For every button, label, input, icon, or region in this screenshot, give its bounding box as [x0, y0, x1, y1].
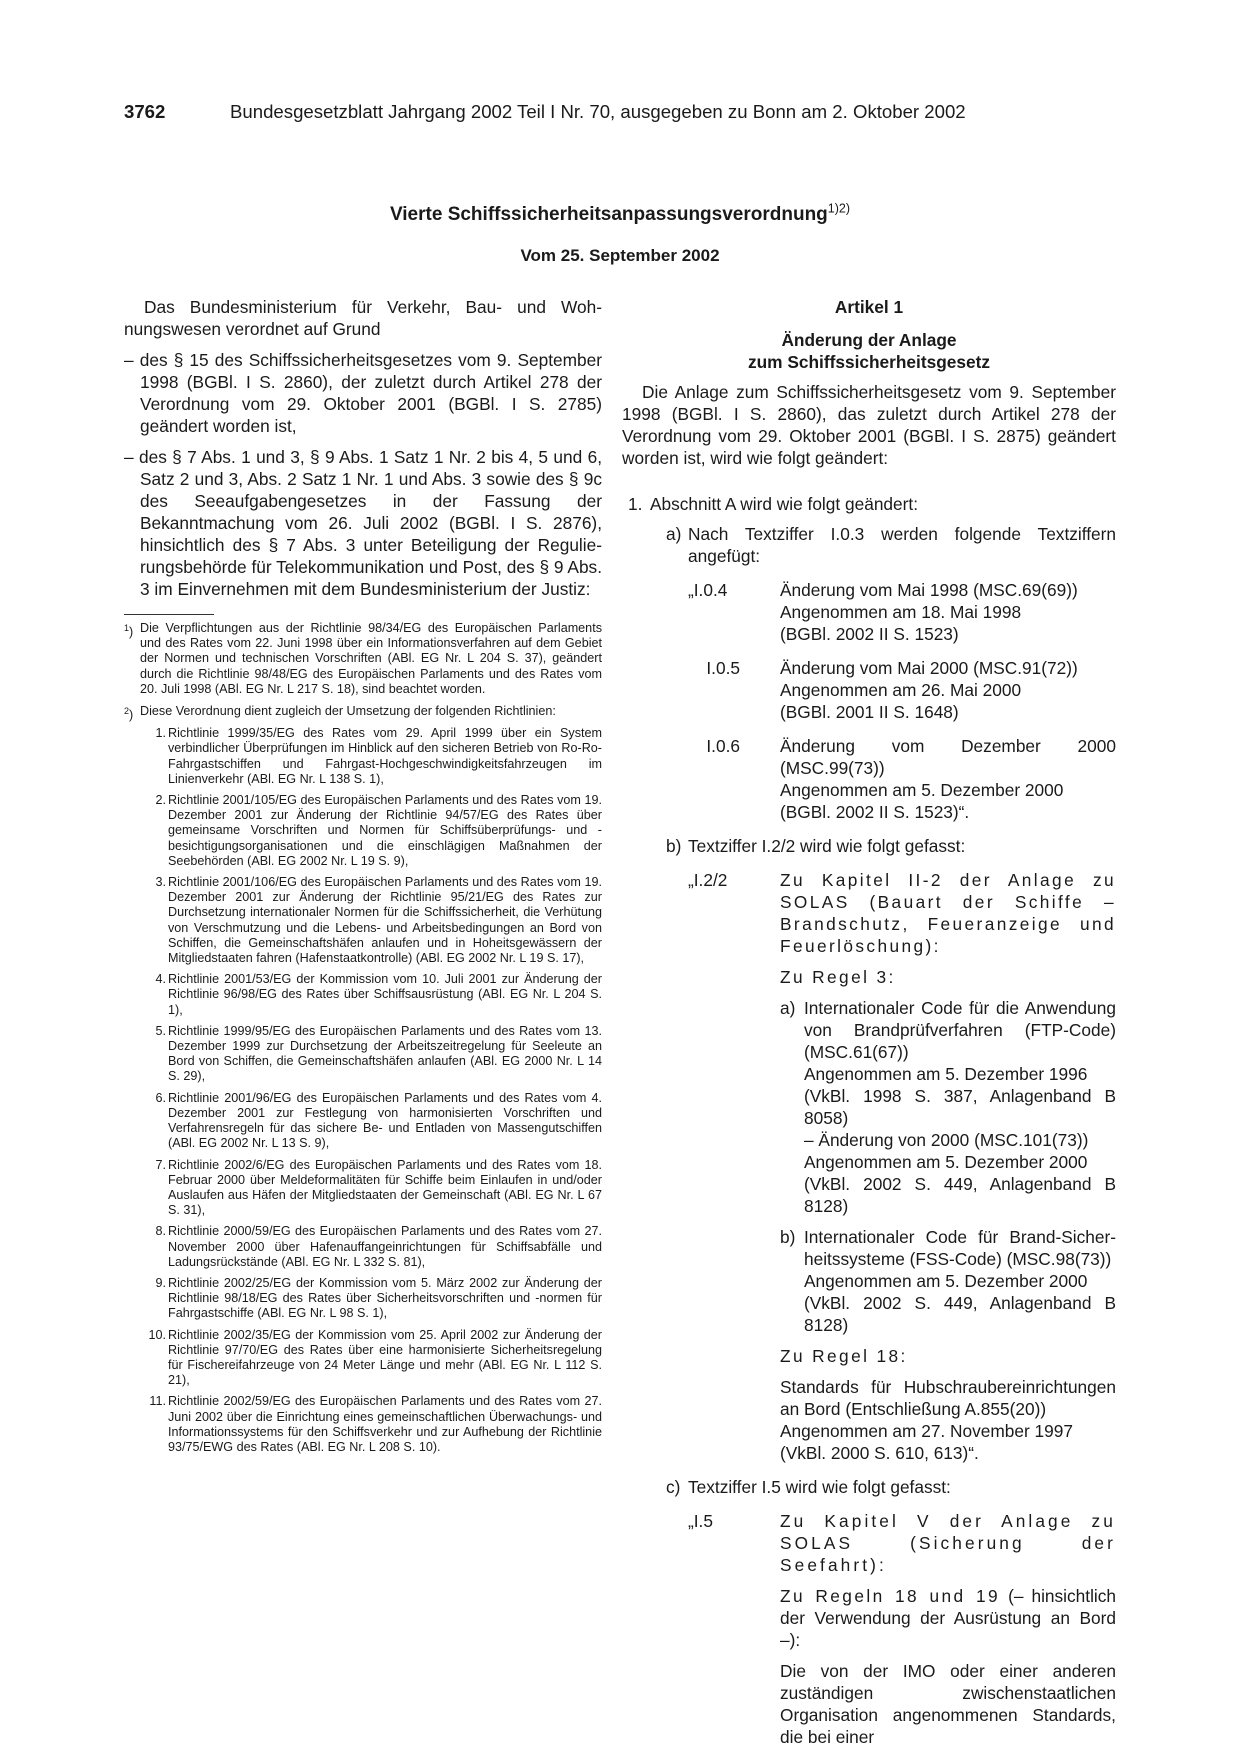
ordinance-date: Vom 25. September 2002 [520, 246, 720, 265]
preamble: Das Bundesministerium für Verkehr, Bau- und Wohnungswesen verordnet auf Grund [124, 297, 602, 339]
amendment-b: b) Textziffer I.2/2 wird wie folgt gefasst: [666, 836, 966, 856]
legal-basis-item: – des § 15 des Schiffssicherheitsgesetzes vom 9. September 1998 (BGBl. I S. 2860), der zuletzt durch Artikel 278 der Verordnung vom 29. Oktober 2001 (BGBl. I S. 2785) geändert worden ist, [124, 350, 602, 436]
directive-item: 8. Richtlinie 2000/59/EG des Europäischen Parlaments und des Rates vom 27. November 2000 über Hafenauffangeinrichtungen für Schiffsabfälle und Ladungsrückstände (ABl. EG Nr. L 332 S. 81), [155, 1224, 602, 1269]
article-heading: Änderung der Anlage [781, 330, 957, 350]
code-entry-b: b) Internationaler Code für Brand-Sicherheitssysteme (FSS-Code) (MSC.98(73)) Angenommen am 5. Dezember 2000 (VkBl. 2002 S. 449, Anlagenband B 8128) [780, 1227, 1116, 1335]
chapter-heading: Zu Kapitel V der Anlage zu SOLAS (Sicherung der Seefahrt): [780, 1511, 1116, 1575]
text-entry-I22: „I.2/2 Zu Kapitel II-2 der Anlage zu SOLAS (Bauart der Schiffe – Brandschutz, Feueranzeige und Feuerlöschung): Zu Regel 3: a) Internationaler Code für die Anwendung von Brandprüfverfahren (FTP-Code) (MSC.61(67)) Angenommen am 5. Dezember 1996 (VkBl. 1998 S. 387, Anlagenband B 8058) – Änderung von 2000 (MSC.101(73)) Angenommen am 5. Dezember 2000 (VkBl. 2002 S. 449, Anlagenband B 8128) b) Internationaler Code für Brand-Sicherheitssysteme (FSS-Code) (MSC.98(73)) Angenommen am 5. Dezember 2000 (VkBl. 2002 S. 449, Anlagenband B 8128) Zu Regel 18: Standards für Hubschraubereinrichtungen an Bord (Entschließung A.855(20)) Angenommen am 27. November 1997 (VkBl. 2000 S. 610, 613)“. [688, 870, 1116, 1463]
amendment-a: a) Nach Textziffer I.0.3 werden folgende Textziffern angefügt: [666, 524, 1116, 566]
left-column [124, 296, 602, 1461]
amendment-item-1: 1. Abschnitt A wird wie folgt geändert: [628, 494, 919, 514]
legal-basis-item: – des § 7 Abs. 1 und 3, § 9 Abs. 1 Satz 1 Nr. 2 bis 4, 5 und 6, Satz 2 und 3, Abs. 2 Satz 1 Nr. 1 und Abs. 3 sowie des § 9c des Seeaufgabengesetzes in der Fassung der Bekanntmachung vom 26. Juli 2002 (BGBl. I S. 2876), hinsichtlich des § 7 Abs. 3 unter Beteiligung der Regulierungsbehörde für Telekommunikation und Post, des § 9 Abs. 3 im Einvernehmen mit dem Bundesministerium der Justiz: [124, 447, 602, 599]
footnote-2 [124, 704, 602, 723]
chapter-heading: Zu Kapitel II-2 der Anlage zu SOLAS (Bauart der Schiffe – Brandschutz, Feueranzeige und Feuerlöschung): [780, 870, 1116, 956]
text-entry-I06: I.0.6 Änderung vom Dezember 2000 (MSC.99(73)) Angenommen am 5. Dezember 2000 (BGBl. 2002 II S. 1523)“. [706, 736, 1116, 822]
directive-item: 4. Richtlinie 2001/53/EG der Kommission vom 10. Juli 2001 zur Änderung der Richtlinie 96/98/EG des Rates über Schiffsausrüstung (ABl. EG Nr. L 204 S. 1), [155, 972, 602, 1017]
amendment-c: c) Textziffer I.5 wird wie folgt gefasst: [666, 1477, 951, 1497]
directive-item: 11. Richtlinie 2002/59/EG des Europäischen Parlaments und des Rates vom 27. Juni 2002 über die Einrichtung eines gemeinschaftlichen Überwachungs- und Informationssystems für den Schiffsverkehr und zur Aufhebung der Richtlinie 93/75/EWG des Rates (ABl. EG Nr. L 208 S. 10). [149, 1394, 602, 1454]
ordinance-title [0, 203, 1240, 227]
article-number: Artikel 1 [834, 297, 904, 317]
right-column [622, 296, 1116, 1748]
directive-item: 9. Richtlinie 2002/25/EG der Kommission vom 5. März 2002 zur Änderung der Richtlinie 98/18/EG des Rates über Sicherheitsvorschriften und -normen für Fahrgastschiffe (ABl. EG Nr. L 98 S. 1), [155, 1275, 602, 1321]
rule-heading: Zu Regeln 18 und 19 (– hinsichtlich der Verwendung der Ausrüstung an Bord –): [780, 1586, 1117, 1650]
page-number: 3762 [124, 101, 166, 122]
footnote-divider [124, 614, 214, 615]
ordinance-title-text: Vierte Schiffssicherheitsanpassungsverordnung [389, 204, 828, 225]
directive-item: 7. Richtlinie 2002/6/EG des Europäischen Parlaments und des Rates vom 18. Februar 2000 über Meldeformalitäten für Schiffe beim Einlaufen in und/oder Auslaufen aus Häfen der Mitgliedstaaten der Gemeinschaft (ABl. EG Nr. L 67 S. 31), [155, 1157, 602, 1218]
text-entry-I5: „I.5 Zu Kapitel V der Anlage zu SOLAS (Sicherung der Seefahrt): Zu Regeln 18 und 19 (– hinsichtlich der Verwendung der Ausrüstung an Bord –): Die von der IMO oder einer anderen zuständigen zwischenstaatlichen Organisation angenommenen Standards, die bei einer [688, 1511, 1117, 1747]
rule-heading: Zu Regel 3: [780, 967, 896, 987]
directive-item: 3. Richtlinie 2001/106/EG des Europäischen Parlaments und des Rates vom 19. Dezember 2001 zur Änderung der Richtlinie 95/21/EG des Rates zur Durchsetzung internationaler Normen für die Schiffssicherheit, die Verhütung von Verschmutzung und die Lebens- und Arbeitsbedingungen an Bord von Schiffen, die Gemeinschaftshäfen anlaufen und in Hoheitsgewässern der Mitgliedstaaten fahren (Hafenstaatkontrolle) (ABl. EG 2002 Nr. L 19 S. 17), [155, 875, 602, 966]
text-entry-I04: „I.0.4 Änderung vom Mai 1998 (MSC.69(69)) Angenommen am 18. Mai 1998 (BGBl. 2002 II S. 1523) [688, 580, 1078, 644]
footnote-text: Diese Verordnung dient zugleich der Umsetzung der folgenden Richtlinien: [140, 704, 556, 719]
directive-item: 2. Richtlinie 2001/105/EG des Europäischen Parlaments und des Rates vom 19. Dezember 2001 zur Änderung der Richtlinie 94/57/EG des Rates über gemeinsame Vorschriften und Normen für Schiffsüberprüfungs- und -besichtigungsorganisationen und die einschlägigen Maßnahmen der Seebehörden (ABl. EG 2002 Nr. L 19 S. 9), [155, 793, 602, 868]
running-header: Bundesgesetzblatt Jahrgang 2002 Teil I Nr. 70, ausgegeben zu Bonn am 2. Oktober 2002 [230, 101, 966, 122]
directive-item: 6. Richtlinie 2001/96/EG des Europäischen Parlaments und des Rates vom 4. Dezember 2001 zur Festlegung von harmonisierten Vorschriften und Verfahrensregeln für das sichere Be- und Entladen von Massengutschiffen (ABl. EG 2002 Nr. L 13 S. 9), [155, 1090, 602, 1151]
helicopter-standard: Standards für Hubschraubereinrichtungen an Bord (Entschließung A.855(20)) Angenommen am 27. November 1997 (VkBl. 2000 S. 610, 613)“. [780, 1377, 1116, 1463]
footnote-mark: $^2$) [124, 706, 134, 723]
directive-item: 10. Richtlinie 2002/35/EG der Kommission vom 25. April 2002 zur Änderung der Richtlinie 97/70/EG des Rates über eine harmonisierte Sicherheitsregelung für Fischereifahrzeuge von 24 Meter Länge und mehr (ABl. EG Nr. L 112 S. 21), [148, 1327, 602, 1388]
directive-item: 1. Richtlinie 1999/35/EG des Rates vom 29. April 1999 über ein System verbindlicher Überprüfungen im Hinblick auf den sicheren Betrieb von Ro-Ro-Fahrgastschiffen und Fahrgast-Hochgeschwindigkeitsfahrzeugen im Linienverkehr (ABl. EG Nr. L 138 S. 1), [155, 726, 602, 786]
footnote-refs: 1)2) [827, 201, 851, 216]
rule-heading: Zu Regel 18: [780, 1346, 908, 1366]
code-entry-a: a) Internationaler Code für die Anwendung von Brandprüfverfahren (FTP-Code) (MSC.61(67)) Angenommen am 5. Dezember 1996 (VkBl. 1998 S. 387, Anlagenband B 8058) – Änderung von 2000 (MSC.101(73)) Angenommen am 5. Dezember 2000 (VkBl. 2002 S. 449, Anlagenband B 8128) [780, 998, 1116, 1216]
text-entry-I05: I.0.5 Änderung vom Mai 2000 (MSC.91(72)) Angenommen am 26. Mai 2000 (BGBl. 2001 II S. 1648) [706, 658, 1078, 722]
footnote-1 [124, 621, 602, 697]
footnote-text: Die Verpflichtungen aus der Richtlinie 98/34/EG des Europäischen Parlaments und des Rates vom 22. Juni 1998 über ein Informationsverfahren auf dem Gebiet der Normen und technischen Vorschriften (ABl. EG Nr. L 204 S. 37), geändert durch die Richtlinie 98/48/EG des Europäischen Parlaments und des Rates vom 20. Juli 1998 (ABl. EG Nr. L 217 S. 18), sind beachtet worden. [140, 621, 602, 696]
directive-item: 5. Richtlinie 1999/95/EG des Europäischen Parlaments und des Rates vom 13. Dezember 1999 zur Durchsetzung der Arbeitszeitregelung für Seeleute an Bord von Schiffen, die Gemeinschaftshäfen anlaufen (ABl. EG 2000 Nr. L 14 S. 29), [155, 1023, 602, 1084]
standards-text: Die von der IMO oder einer anderen zuständigen zwischenstaatlichen Organisation angenommenen Standards, die bei einer [780, 1661, 1116, 1747]
footnote-mark: $^1$) [124, 623, 134, 640]
article-intro: Die Anlage zum Schiffssicherheitsgesetz vom 9. September 1998 (BGBl. I S. 2860), das zuletzt durch Artikel 278 der Verordnung vom 29. Oktober 2001 (BGBl. I S. 2875) geändert worden ist, wird wie folgt geändert: [622, 382, 1116, 468]
article-heading: zum Schiffssicherheitsgesetz [747, 352, 990, 372]
